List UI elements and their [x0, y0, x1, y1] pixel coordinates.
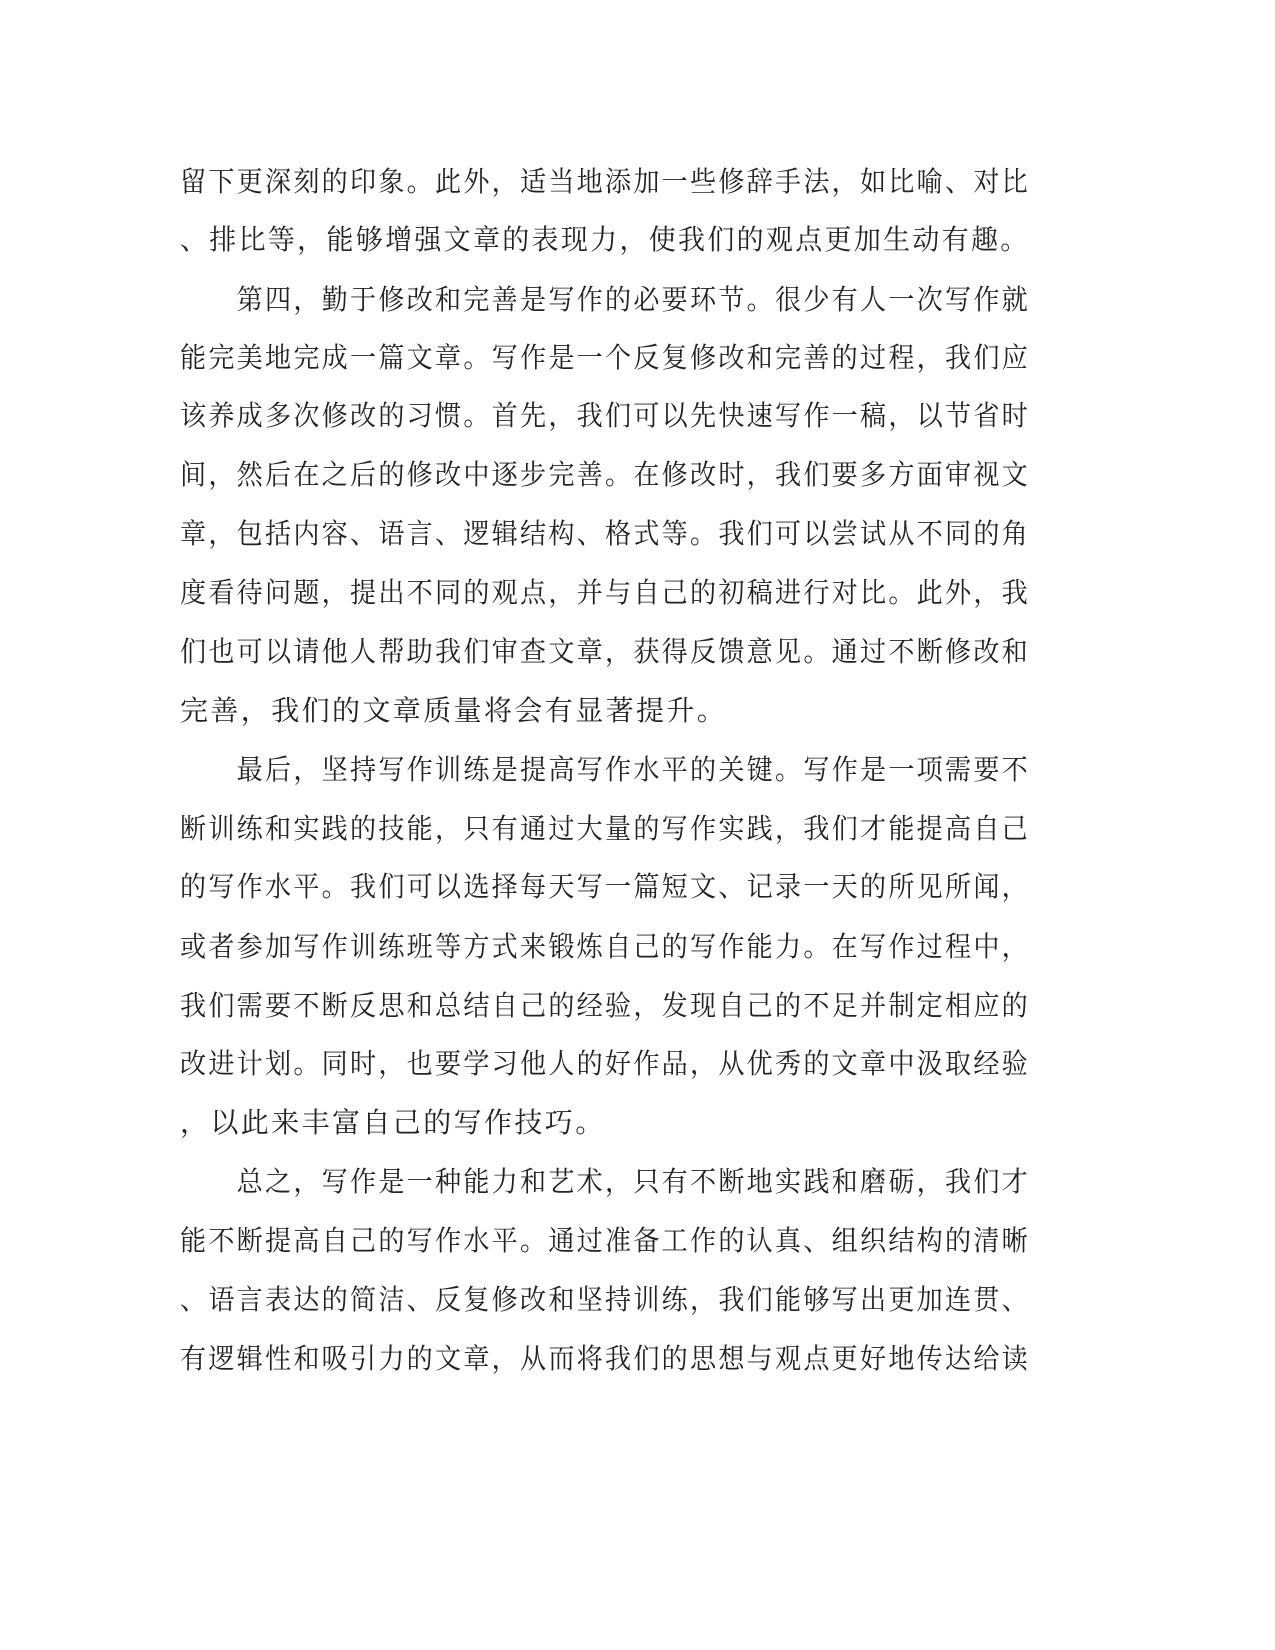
text-line: 第四，勤于修改和完善是写作的必要环节。很少有人一次写作就 [180, 283, 1030, 316]
text-line: 完善，我们的文章质量将会有显著提升。 [180, 694, 728, 727]
text-line: 该养成多次修改的习惯。首先，我们可以先快速写作一稿，以节省时 [180, 399, 1030, 432]
text-line: 能完美地完成一篇文章。写作是一个反复修改和完善的过程，我们应 [180, 341, 1030, 374]
text-line: 断训练和实践的技能，只有通过大量的写作实践，我们才能提高自己 [180, 812, 1030, 845]
text-line: ，以此来丰富自己的写作技巧。 [180, 1106, 606, 1139]
text-line: 的写作水平。我们可以选择每天写一篇短文、记录一天的所见所闻， [180, 870, 1030, 903]
text-line: 有逻辑性和吸引力的文章，从而将我们的思想与观点更好地传达给读 [180, 1342, 1030, 1375]
text-line: 章，包括内容、语言、逻辑结构、格式等。我们可以尝试从不同的角 [180, 517, 1030, 550]
text-line: 总之，写作是一种能力和艺术，只有不断地实践和磨砺，我们才 [180, 1165, 1030, 1198]
text-line: 改进计划。同时，也要学习他人的好作品，从优秀的文章中汲取经验 [180, 1047, 1030, 1080]
text-line: 、排比等，能够增强文章的表现力，使我们的观点更加生动有趣。 [180, 223, 1030, 256]
text-line: 间，然后在之后的修改中逐步完善。在修改时，我们要多方面审视文 [180, 458, 1030, 491]
text-line: 或者参加写作训练班等方式来锻炼自己的写作能力。在写作过程中， [180, 930, 1030, 963]
text-line: 最后，坚持写作训练是提高写作水平的关键。写作是一项需要不 [180, 753, 1030, 786]
text-line: 们也可以请他人帮助我们审查文章，获得反馈意见。通过不断修改和 [180, 635, 1030, 668]
text-line: 我们需要不断反思和总结自己的经验，发现自己的不足并制定相应的 [180, 989, 1030, 1022]
text-line: 能不断提高自己的写作水平。通过准备工作的认真、组织结构的清晰 [180, 1224, 1030, 1257]
text-line: 度看待问题，提出不同的观点，并与自己的初稿进行对比。此外，我 [180, 576, 1030, 609]
text-line: 留下更深刻的印象。此外，适当地添加一些修辞手法，如比喻、对比 [180, 165, 1030, 198]
text-line: 、语言表达的简洁、反复修改和坚持训练，我们能够写出更加连贯、 [180, 1283, 1030, 1316]
